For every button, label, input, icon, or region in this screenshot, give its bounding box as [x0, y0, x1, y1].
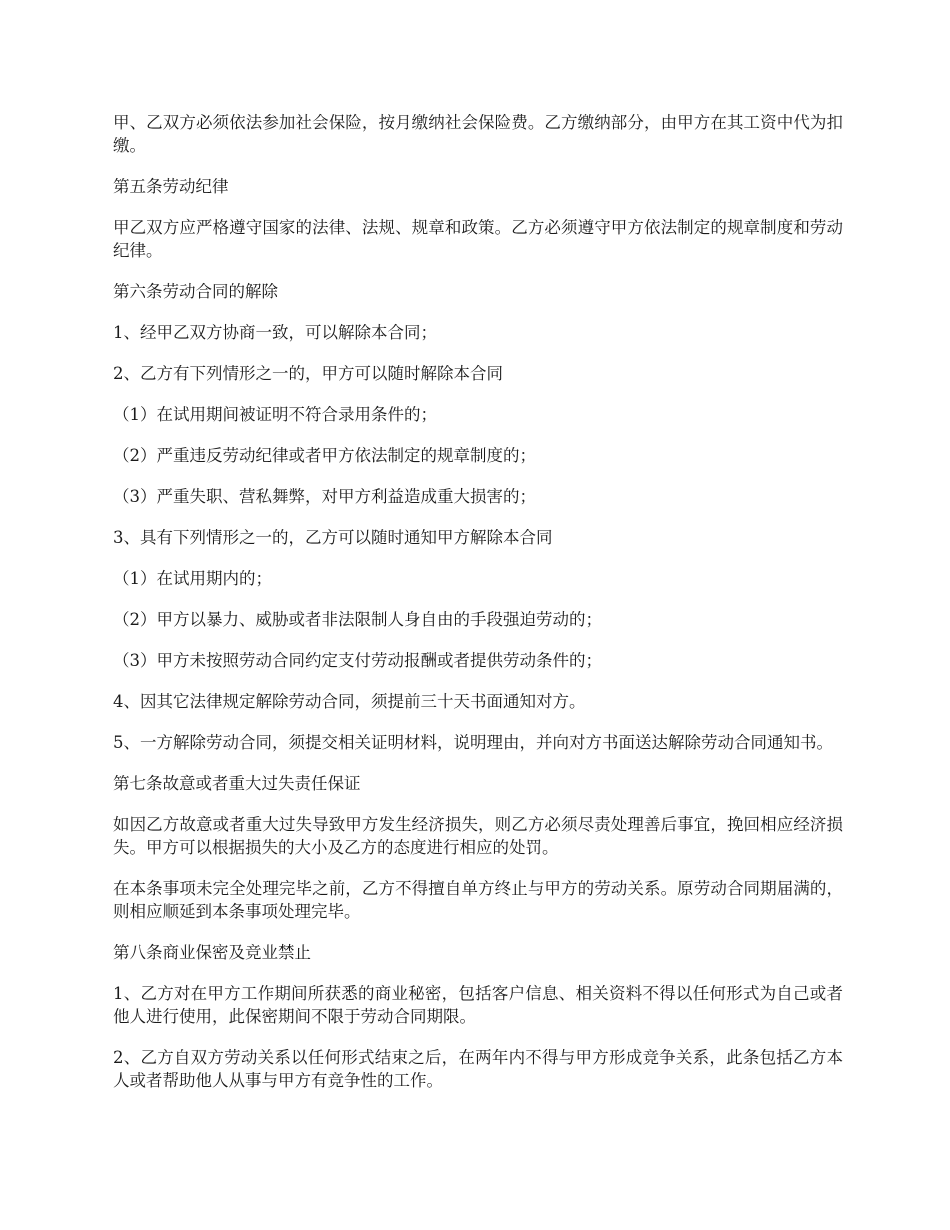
clause-6-2: 2、乙方有下列情形之一的，甲方可以随时解除本合同	[113, 364, 503, 383]
heading-article-7: 第七条故意或者重大过失责任保证	[113, 774, 361, 793]
clause-6-3-item-1: （1）在试用期内的；	[113, 569, 272, 588]
clause-6-4: 4、因其它法律规定解除劳动合同，须提前三十天书面通知对方。	[113, 692, 586, 711]
heading-article-8: 第八条商业保密及竞业禁止	[113, 943, 311, 962]
clause-8-1: 1、乙方对在甲方工作期间所获悉的商业秘密，包括客户信息、相关资料不得以任何形式为自己或者他人进行使用，此保密期间不限于劳动合同期限。	[113, 984, 843, 1026]
paragraph-social-insurance: 甲、乙双方必须依法参加社会保险，按月缴纳社会保险费。乙方缴纳部分，由甲方在其工资中代为扣缴。	[113, 113, 843, 155]
document-page	[113, 111, 843, 1110]
clause-6-3-item-3: （3）甲方未按照劳动合同约定支付劳动报酬或者提供劳动条件的；	[113, 651, 602, 670]
paragraph-article-7-termination: 在本条事项未完全处理完毕之前，乙方不得擅自单方终止与甲方的劳动关系。原劳动合同期届满的，则相应顺延到本条事项处理完毕。	[113, 879, 843, 921]
clause-6-3-item-2: （2）甲方以暴力、威胁或者非法限制人身自由的手段强迫劳动的；	[113, 610, 602, 629]
clause-6-5: 5、一方解除劳动合同，须提交相关证明材料，说明理由，并向对方书面送达解除劳动合同通知书。	[113, 733, 833, 752]
clause-8-2: 2、乙方自双方劳动关系以任何形式结束之后，在两年内不得与甲方形成竞争关系，此条包括乙方本人或者帮助他人从事与甲方有竞争性的工作。	[113, 1048, 843, 1090]
clause-6-3: 3、具有下列情形之一的，乙方可以随时通知甲方解除本合同	[113, 528, 553, 547]
clause-6-2-item-1: （1）在试用期间被证明不符合录用条件的；	[113, 405, 437, 424]
paragraph-labor-discipline: 甲乙双方应严格遵守国家的法律、法规、规章和政策。乙方必须遵守甲方依法制定的规章制度和劳动纪律。	[113, 218, 843, 260]
paragraph-article-7-loss: 如因乙方故意或者重大过失导致甲方发生经济损失，则乙方必须尽责处理善后事宜，挽回相应经济损失。甲方可以根据损失的大小及乙方的态度进行相应的处罚。	[113, 815, 843, 857]
clause-6-2-item-3: （3）严重失职、营私舞弊，对甲方利益造成重大损害的；	[113, 487, 536, 506]
clause-6-1: 1、经甲乙双方协商一致，可以解除本合同；	[113, 323, 437, 342]
heading-article-6: 第六条劳动合同的解除	[113, 282, 278, 301]
clause-6-2-item-2: （2）严重违反劳动纪律或者甲方依法制定的规章制度的；	[113, 446, 536, 465]
heading-article-5: 第五条劳动纪律	[113, 177, 229, 196]
